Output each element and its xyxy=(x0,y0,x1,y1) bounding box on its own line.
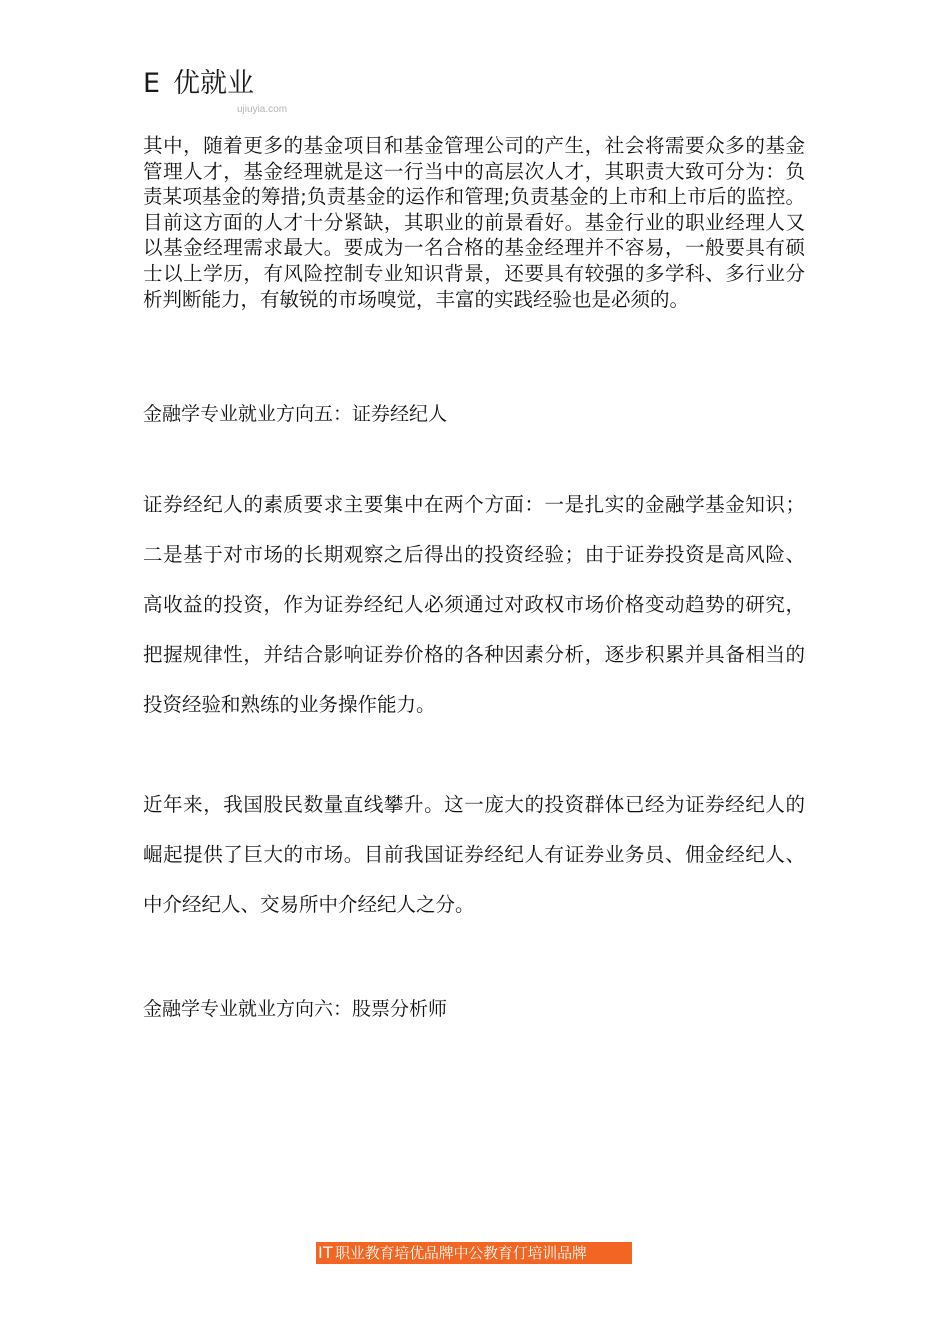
brand-logo xyxy=(143,66,343,126)
footer-banner-text: 职业教育培优品牌中公教育仃培训品牌 xyxy=(335,1244,587,1262)
logo-mark: E xyxy=(143,68,161,99)
heading-direction-five: 金融学专业就业方向五：证券经纪人 xyxy=(143,403,448,425)
paragraph-fund-manager: 其中，随着更多的基金项目和基金管理公司的产生，社会将需要众多的基金管理人才，基金经理就是这一行当中的高层次人才，其职责大致可分为：负责某项基金的筹措;负责基金的运作和管理;负责基金的上市和上市后的监控。目前这方面的人才十分紧缺，其职业的前景看好。基金行业的职业经理人又以基金经理需求最大。要成为一名合格的基金经理并不容易，一般要具有硕士以上学历，有风险控制专业知识背景，还要具有较强的多学科、多行业分析判断能力，有敏锐的市场嗅觉，丰富的实践经验也是必须的。 xyxy=(143,134,805,311)
paragraph-broker-requirements: 证券经纪人的素质要求主要集中在两个方面：一是扎实的金融学基金知识；二是基于对市场的长期观察之后得出的投资经验；由于证券投资是高风险、高收益的投资，作为证券经纪人必须通过对政权市场价格变动趋势的研究，把握规律性，并结合影响证券价格的各种因素分析，逐步积累并具备相当的投资经验和熟练的业务操作能力。 xyxy=(143,493,805,716)
logo-name: 优就业 xyxy=(173,68,254,99)
footer-it-label: IT xyxy=(318,1243,334,1262)
logo-domain: ujiuyia.com xyxy=(237,104,288,115)
heading-direction-six: 金融学专业就业方向六：股票分析师 xyxy=(143,998,448,1020)
footer-banner xyxy=(316,1242,632,1264)
paragraph-broker-market: 近年来，我国股民数量直线攀升。这一庞大的投资群体已经为证券经纪人的崛起提供了巨大的市场。目前我国证券经纪人有证券业务员、佣金经纪人、中介经纪人、交易所中介经纪人之分。 xyxy=(143,793,805,916)
